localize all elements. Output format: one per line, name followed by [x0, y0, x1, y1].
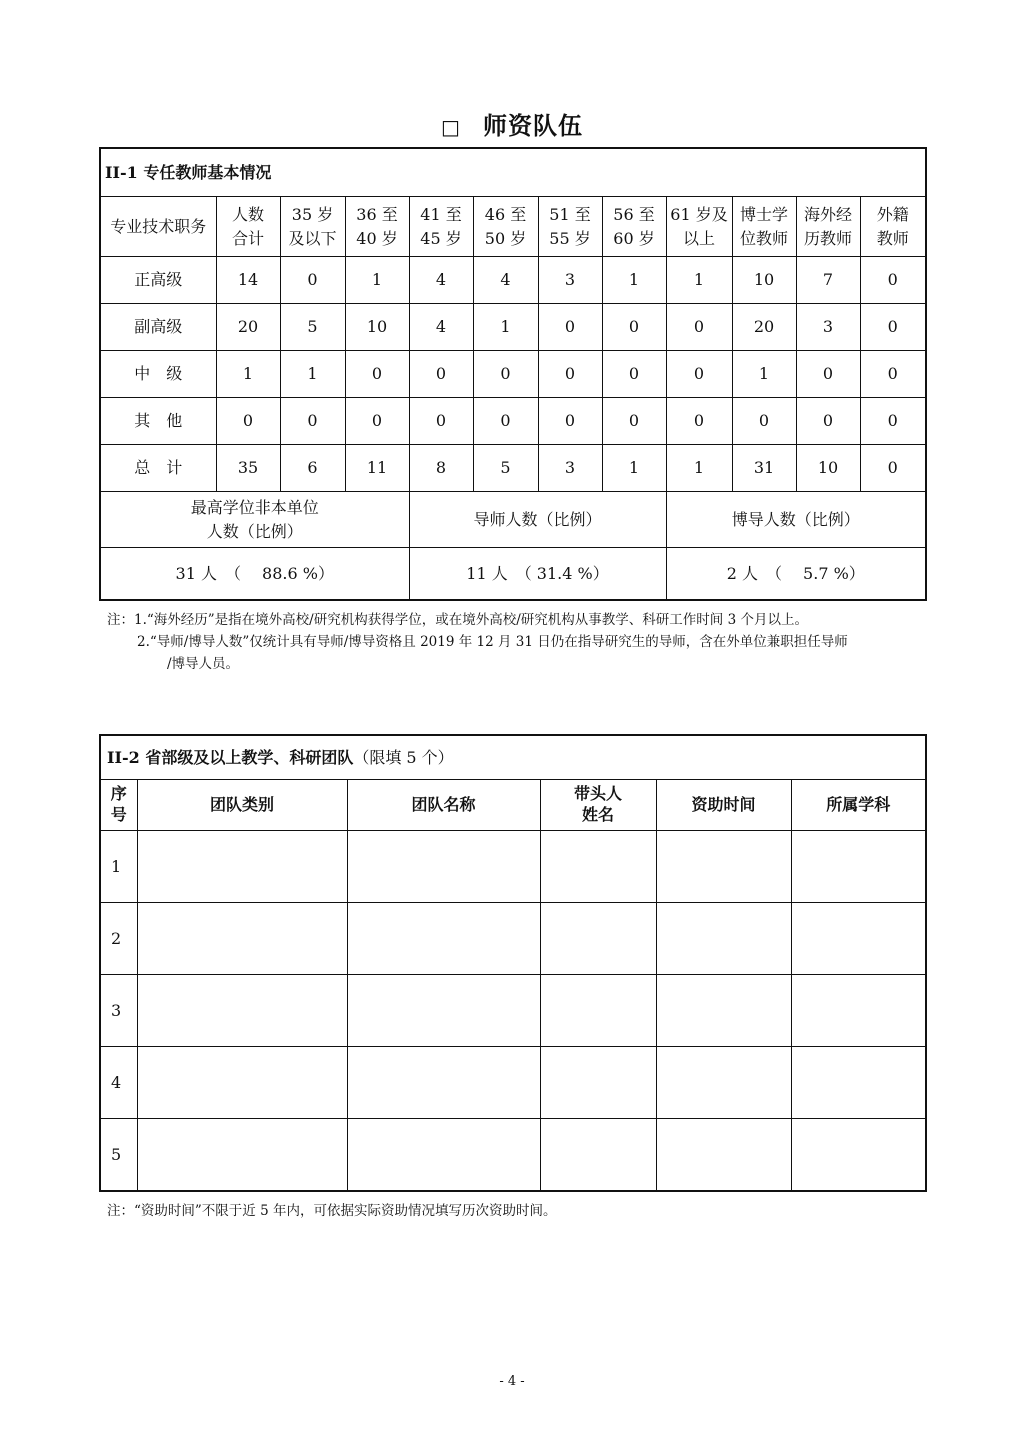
table-cell[interactable]	[137, 831, 347, 903]
column-header: 人数 合计	[216, 197, 280, 257]
table-cell: 0	[796, 398, 860, 445]
table-cell: 31	[732, 445, 796, 492]
page-title: 师资队伍	[482, 111, 583, 140]
table-cell[interactable]	[347, 975, 540, 1047]
table-cell: 0	[860, 304, 926, 351]
row-label: 正高级	[100, 257, 216, 304]
table-row	[100, 257, 926, 304]
table-cell: 0	[538, 351, 602, 398]
column-header: 46 至 50 岁	[473, 197, 538, 257]
column-header: 61 岁及 以上	[666, 197, 732, 257]
summary-header-degree: 最高学位非本单位 人数（比例）	[100, 492, 409, 548]
column-header: 专业技术职务	[100, 197, 216, 257]
header-row	[100, 780, 926, 831]
page-heading	[0, 106, 1024, 141]
section-title-note: （限填 5 个）	[353, 747, 454, 767]
table-cell: 3	[796, 304, 860, 351]
note-line: 注：1.“海外经历”是指在境外高校/研究机构获得学位，或在境外高校/研究机构从事教学、科研工作时间 3 个月以上。	[107, 612, 808, 628]
table-cell[interactable]	[791, 831, 926, 903]
summary-header-doctoral-supervisors: 博导人数（比例）	[666, 492, 926, 548]
table-cell: 0	[602, 351, 666, 398]
table-row	[100, 304, 926, 351]
table-cell[interactable]	[540, 831, 656, 903]
table1-notes	[107, 610, 927, 676]
column-header: 海外经 历教师	[796, 197, 860, 257]
row-label: 副高级	[100, 304, 216, 351]
table-cell: 0	[860, 257, 926, 304]
table-cell[interactable]	[137, 975, 347, 1047]
table-cell: 0	[666, 351, 732, 398]
table-cell: 8	[409, 445, 473, 492]
column-header: 56 至 60 岁	[602, 197, 666, 257]
column-header: 35 岁 及以下	[280, 197, 345, 257]
table-cell: 0	[538, 304, 602, 351]
table-cell[interactable]	[540, 1119, 656, 1192]
summary-value-doctoral-supervisors: 2 人 （ 5.7 %）	[666, 548, 926, 601]
table-cell[interactable]	[347, 831, 540, 903]
table-cell: 14	[216, 257, 280, 304]
table-cell: 1	[732, 351, 796, 398]
table-cell: 0	[409, 398, 473, 445]
table2-note: 注：“资助时间”不限于近 5 年内，可依据实际资助情况填写历次资助时间。	[107, 1203, 557, 1219]
summary-header-row	[100, 492, 926, 548]
table-cell: 0	[409, 351, 473, 398]
table-cell: 0	[473, 398, 538, 445]
table-cell[interactable]	[137, 1047, 347, 1119]
row-label: 中 级	[100, 351, 216, 398]
table-cell[interactable]	[540, 903, 656, 975]
table-cell[interactable]	[656, 831, 791, 903]
table-cell: 7	[796, 257, 860, 304]
table-cell: 20	[216, 304, 280, 351]
table-cell: 0	[860, 445, 926, 492]
summary-value-degree: 31 人 （ 88.6 %）	[100, 548, 409, 601]
table-cell: 0	[666, 398, 732, 445]
table-cell: 11	[345, 445, 409, 492]
table-cell[interactable]	[791, 975, 926, 1047]
header-row	[100, 197, 926, 257]
table-cell: 0	[538, 398, 602, 445]
note-line: /博导人员。	[167, 655, 240, 672]
table-cell: 1	[216, 351, 280, 398]
row-index: 3	[100, 975, 137, 1047]
table-cell[interactable]	[656, 1047, 791, 1119]
column-header: 带头人 姓名	[540, 780, 656, 831]
table-cell[interactable]	[540, 1047, 656, 1119]
table-cell: 3	[538, 445, 602, 492]
column-header: 团队类别	[137, 780, 347, 831]
table-cell: 0	[345, 398, 409, 445]
table-cell: 10	[732, 257, 796, 304]
column-header: 所属学科	[791, 780, 926, 831]
column-header: 资助时间	[656, 780, 791, 831]
note-line: 2.“导师/博导人数”仅统计具有导师/博导资格且 2019 年 12 月 31 日仍在指导研究生的导师，含在外单位兼职担任导师	[137, 633, 848, 650]
table-cell: 10	[796, 445, 860, 492]
table-row	[100, 1047, 926, 1119]
table-cell[interactable]	[656, 1119, 791, 1192]
table-cell: 0	[796, 351, 860, 398]
table-cell: 1	[602, 257, 666, 304]
table-cell: 4	[409, 257, 473, 304]
column-header: 36 至 40 岁	[345, 197, 409, 257]
table-cell[interactable]	[791, 1119, 926, 1192]
section-title-text: II-2 省部级及以上教学、科研团队	[107, 747, 354, 767]
summary-values-row	[100, 548, 926, 601]
table-cell: 1	[602, 445, 666, 492]
table-cell: 0	[602, 304, 666, 351]
table-cell: 1	[473, 304, 538, 351]
row-index: 5	[100, 1119, 137, 1192]
table-row-total	[100, 445, 926, 492]
table-row	[100, 975, 926, 1047]
table-cell: 6	[280, 445, 345, 492]
column-header: 外籍 教师	[860, 197, 926, 257]
table-cell[interactable]	[656, 975, 791, 1047]
table-cell: 20	[732, 304, 796, 351]
table-cell: 4	[409, 304, 473, 351]
table-cell[interactable]	[347, 903, 540, 975]
table-cell: 0	[280, 398, 345, 445]
table-cell[interactable]	[791, 1047, 926, 1119]
table-cell: 0	[280, 257, 345, 304]
table-cell: 0	[602, 398, 666, 445]
row-label: 总 计	[100, 445, 216, 492]
column-header: 团队名称	[347, 780, 540, 831]
table-row	[100, 831, 926, 903]
summary-header-supervisors: 导师人数（比例）	[409, 492, 666, 548]
section-title	[100, 735, 926, 780]
row-label: 其 他	[100, 398, 216, 445]
table-cell[interactable]	[791, 903, 926, 975]
column-header: 41 至 45 岁	[409, 197, 473, 257]
table-row	[100, 1119, 926, 1192]
table-cell[interactable]	[656, 903, 791, 975]
checkbox-icon: □	[441, 115, 461, 139]
row-index: 2	[100, 903, 137, 975]
table-cell: 1	[345, 257, 409, 304]
table-row	[100, 903, 926, 975]
section-title: II-1 专任教师基本情况	[100, 148, 926, 197]
table-cell: 0	[666, 304, 732, 351]
table-row	[100, 398, 926, 445]
column-header: 51 至 55 岁	[538, 197, 602, 257]
table-cell: 0	[860, 398, 926, 445]
table-cell: 0	[860, 351, 926, 398]
table-cell: 1	[666, 445, 732, 492]
table-cell: 1	[280, 351, 345, 398]
table-cell: 0	[216, 398, 280, 445]
table-cell: 0	[473, 351, 538, 398]
table-row	[100, 351, 926, 398]
row-index: 4	[100, 1047, 137, 1119]
table-cell: 3	[538, 257, 602, 304]
page-number: - 4 -	[499, 1374, 525, 1389]
table-cell[interactable]	[347, 1047, 540, 1119]
table-cell: 35	[216, 445, 280, 492]
column-header: 博士学 位教师	[732, 197, 796, 257]
table-cell: 4	[473, 257, 538, 304]
table-cell: 1	[666, 257, 732, 304]
faculty-table	[99, 147, 927, 601]
table-cell[interactable]	[347, 1119, 540, 1192]
table-cell[interactable]	[137, 903, 347, 975]
table-cell[interactable]	[540, 975, 656, 1047]
team-table	[99, 734, 927, 1192]
table-cell: 10	[345, 304, 409, 351]
table-cell: 5	[473, 445, 538, 492]
column-header: 序 号	[100, 780, 137, 831]
table-cell[interactable]	[137, 1119, 347, 1192]
summary-value-supervisors: 11 人 （ 31.4 %）	[409, 548, 666, 601]
table-cell: 0	[732, 398, 796, 445]
table-cell: 0	[345, 351, 409, 398]
table-cell: 5	[280, 304, 345, 351]
row-index: 1	[100, 831, 137, 903]
